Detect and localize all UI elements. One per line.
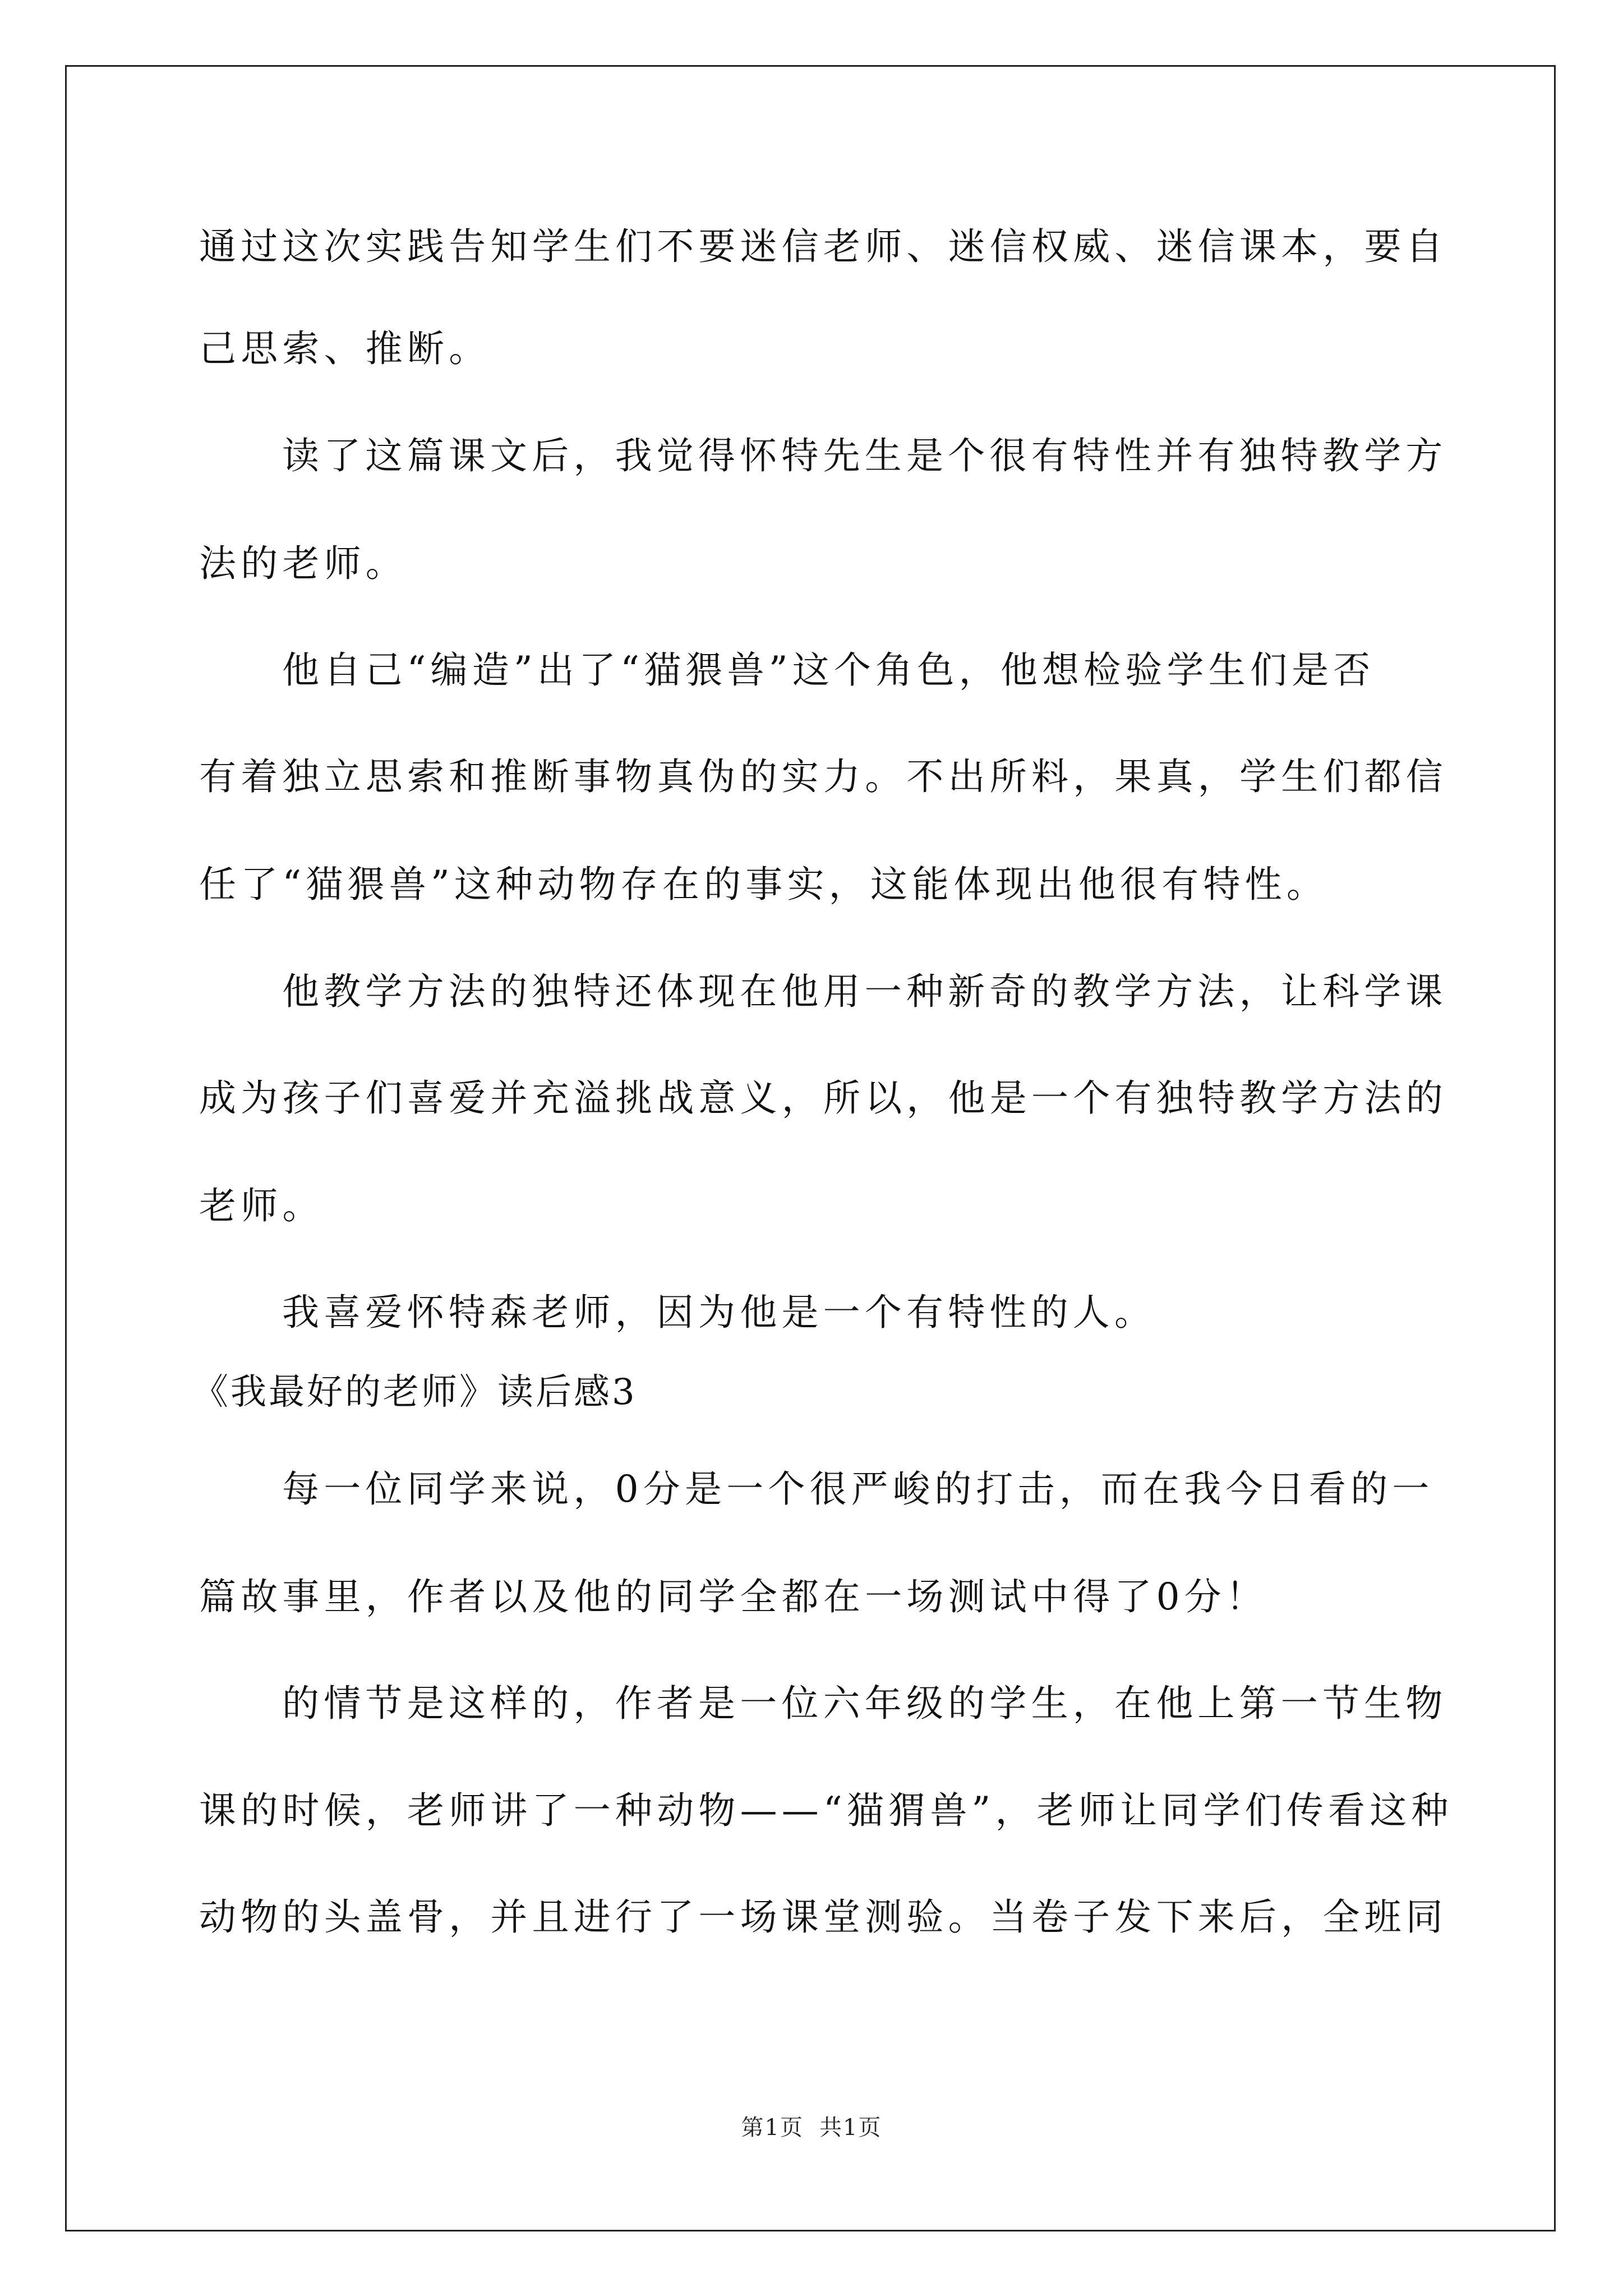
text-line: 动物的头盖骨，并且进行了一场课堂测验。当卷子发下来后，全班同	[199, 1895, 1447, 1939]
section-heading: 《我最好的老师》读后感3	[192, 1372, 637, 1413]
text-line: 每一位同学来说，0分是一个很严峻的打击，而在我今日看的一	[282, 1467, 1434, 1511]
text-line: 我喜爱怀特森老师，因为他是一个有特性的人。	[282, 1291, 1156, 1334]
text-line: 他自己“编造”出了“猫猥兽”这个角色，他想检验学生们是否	[282, 648, 1375, 692]
text-line: 法的老师。	[199, 542, 407, 585]
page-number: 第1页	[741, 2115, 804, 2141]
text-line: 成为孩子们喜爱并充溢挑战意义，所以，他是一个有独特教学方法的	[199, 1076, 1447, 1120]
text-line: 他教学方法的独特还体现在他用一种新奇的教学方法，让科学课	[282, 970, 1447, 1013]
text-line: 有着独立思索和推断事物真伪的实力。不出所料，果真，学生们都信	[199, 755, 1447, 798]
page-footer	[0, 2114, 1623, 2142]
text-line: 的情节是这样的，作者是一位六年级的学生，在他上第一节生物	[282, 1682, 1447, 1725]
page-total: 共1页	[819, 2115, 882, 2141]
text-line: 读了这篇课文后，我觉得怀特先生是个很有特性并有独特教学方	[282, 434, 1447, 477]
text-line: 老师。	[199, 1184, 324, 1227]
text-line: 篇故事里，作者以及他的同学全都在一场测试中得了0分！	[199, 1575, 1268, 1618]
text-line: 任了“猫猥兽”这种动物存在的事实，这能体现出他很有特性。	[199, 863, 1329, 906]
text-line: 课的时候，老师讲了一种动物——“猫猬兽”，老师让同学们传看这种	[199, 1789, 1453, 1832]
text-line: 通过这次实践告知学生们不要迷信老师、迷信权威、迷信课本，要自	[199, 225, 1447, 268]
text-line: 己思索、推断。	[199, 327, 491, 370]
